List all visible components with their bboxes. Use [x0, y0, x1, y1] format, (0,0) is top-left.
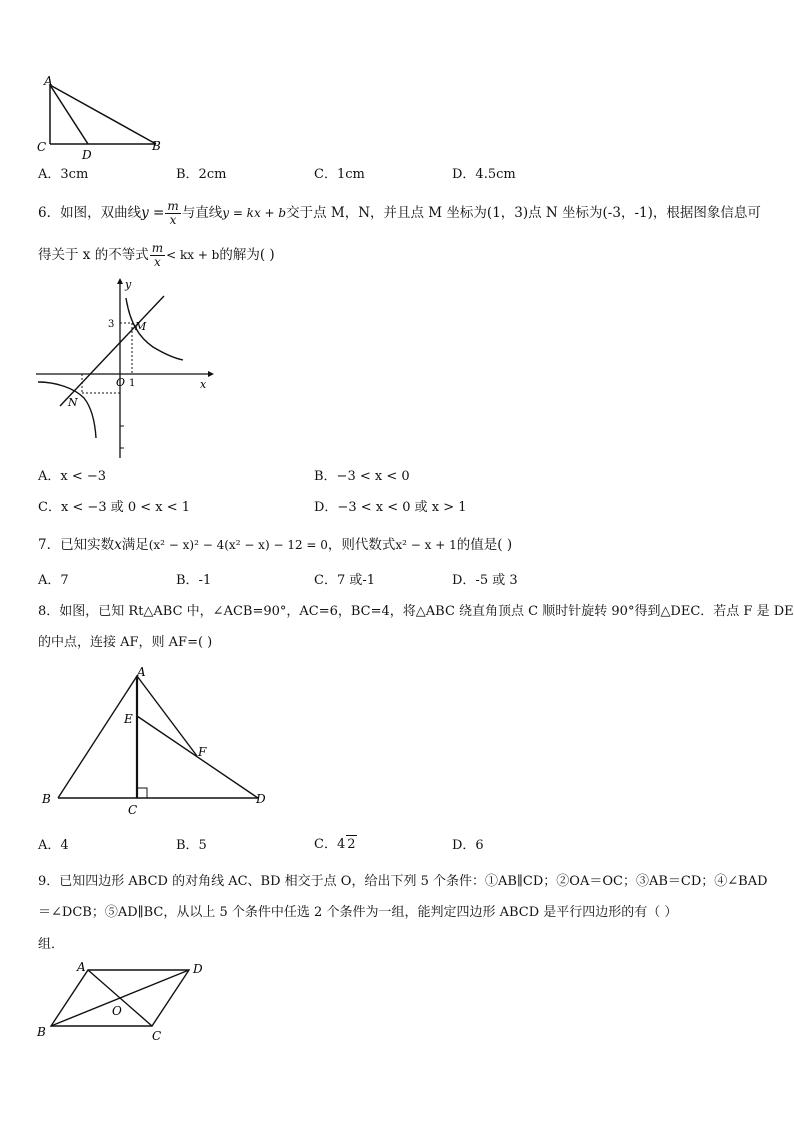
- q8-line-1: 8．如图，已知 Rt△ABC 中，∠ACB=90°，AC=6，BC=4，将△ABC 绕直角顶点 C 顺时针旋转 90°得到△DEC．若点 F 是 DE: [38, 604, 794, 619]
- fig5-label-b: B: [152, 139, 161, 153]
- q8-fig-label-e: E: [124, 712, 133, 726]
- q8-option-d: D．6: [452, 838, 484, 853]
- q8-fig-label-f: F: [198, 745, 207, 759]
- q8-fig-label-d: D: [256, 792, 266, 806]
- q6-line-2: [38, 242, 275, 269]
- q5-option-b: B．2cm: [176, 167, 227, 182]
- q7-expression: x² − x + 1: [395, 538, 457, 552]
- q9-fig-label-c: C: [152, 1029, 162, 1043]
- q6-option-b: B．−3 < x < 0: [314, 469, 410, 484]
- q6-ineq-den: x: [154, 255, 161, 269]
- q6-fig-m-label: M: [135, 320, 147, 333]
- q9-line-1: 9．已知四边形 ABCD 的对角线 AC、BD 相交于点 O，给出下列 5 个条件：①AB∥CD；②OA＝OC；③AB＝CD；④∠BAD: [38, 874, 768, 889]
- q9-line-2: ＝∠DCB；⑤AD∥BC，从以上 5 个条件中任选 2 个条件为一组，能判定四边形 ABCD 是平行四边形的有（ ）: [38, 905, 678, 920]
- q7-text-4: 的值是( ): [456, 537, 513, 553]
- q8-fig-label-c: C: [128, 803, 138, 817]
- q6-text-3: 交于点 M，N，并且点 M 坐标为(1，3)点 N 坐标为(-3，-1)，根据图象信息可: [286, 205, 761, 221]
- q6-text-1: 6．如图，双曲线: [38, 205, 142, 221]
- q6-fig-one-label: 1: [129, 378, 136, 389]
- q6-line-1: [38, 200, 761, 227]
- q6-text-4: 得关于 x 的不等式: [38, 247, 149, 263]
- q8-option-c-prefix: C．4: [314, 837, 346, 852]
- q8-option-a: A．4: [38, 838, 69, 853]
- q6-text-2: 与直线: [181, 205, 223, 221]
- q6-eq1-num: m: [167, 199, 179, 213]
- q8-triangle-figure: [36, 664, 276, 820]
- q7-option-c: C．7 或-1: [314, 573, 376, 588]
- q6-fig-y-label: y: [125, 278, 132, 291]
- q7-text-3: ，则代数式: [327, 537, 396, 553]
- q7-option-d: D．-5 或 3: [452, 573, 518, 588]
- q7-option-b: B．-1: [176, 573, 212, 588]
- q8-option-c-radicand: 2: [347, 837, 356, 852]
- q5-option-d: D．4.5cm: [452, 167, 516, 182]
- q7-option-a: A．7: [38, 573, 69, 588]
- q9-fig-label-o: O: [112, 1004, 122, 1018]
- q6-ineq-rest: < kx + b: [166, 248, 220, 262]
- q8-fig-label-b: B: [42, 792, 51, 806]
- q7-equation: (x² − x)² − 4(x² − x) − 12 = 0: [148, 538, 328, 552]
- q5-option-a: A．3cm: [38, 167, 89, 182]
- q8-option-c: [314, 835, 357, 854]
- q6-text-5: 的解为( ): [219, 247, 275, 263]
- q6-fig-three-label: 3: [108, 319, 115, 330]
- q9-line-3: 组．: [38, 937, 65, 952]
- q7-text-1: 7．已知实数: [38, 537, 115, 553]
- q7-var: x: [114, 537, 122, 553]
- q6-eq2: y = kx + b: [222, 206, 287, 220]
- q5-option-c: C．1cm: [314, 167, 365, 182]
- q9-fig-label-d: D: [193, 962, 203, 976]
- q9-fig-label-a: A: [77, 960, 86, 974]
- q8-line-2: 的中点，连接 AF，则 AF=( ): [38, 635, 213, 650]
- q6-option-d: D．−3 < x < 0 或 x > 1: [314, 500, 467, 515]
- q9-fig-label-b: B: [37, 1025, 46, 1039]
- q6-fig-origin-label: O: [116, 376, 126, 389]
- q5-triangle-figure: [30, 75, 170, 160]
- q8-fig-label-a: A: [137, 665, 146, 679]
- fig5-label-c: C: [37, 140, 47, 154]
- q6-eq1-fraction: [165, 200, 180, 227]
- q6-ineq-num: m: [151, 241, 164, 255]
- q6-eq1-den: x: [169, 213, 177, 227]
- q6-ineq-fraction: [150, 242, 165, 269]
- q6-option-a: A．x < −3: [38, 469, 107, 484]
- q7-text-2: 满足: [121, 537, 149, 553]
- q6-graph-figure: [36, 276, 216, 460]
- fig5-label-d: D: [82, 148, 92, 162]
- q9-parallelogram-figure: [34, 958, 214, 1048]
- q6-eq1-left: y =: [141, 205, 165, 221]
- q6-fig-n-label: N: [68, 396, 78, 409]
- fig5-label-a: A: [44, 74, 53, 88]
- q8-option-b: B．5: [176, 838, 207, 853]
- q7-line: [38, 535, 512, 555]
- q6-fig-x-label: x: [200, 378, 207, 391]
- q6-option-c: C．x < −3 或 0 < x < 1: [38, 500, 191, 515]
